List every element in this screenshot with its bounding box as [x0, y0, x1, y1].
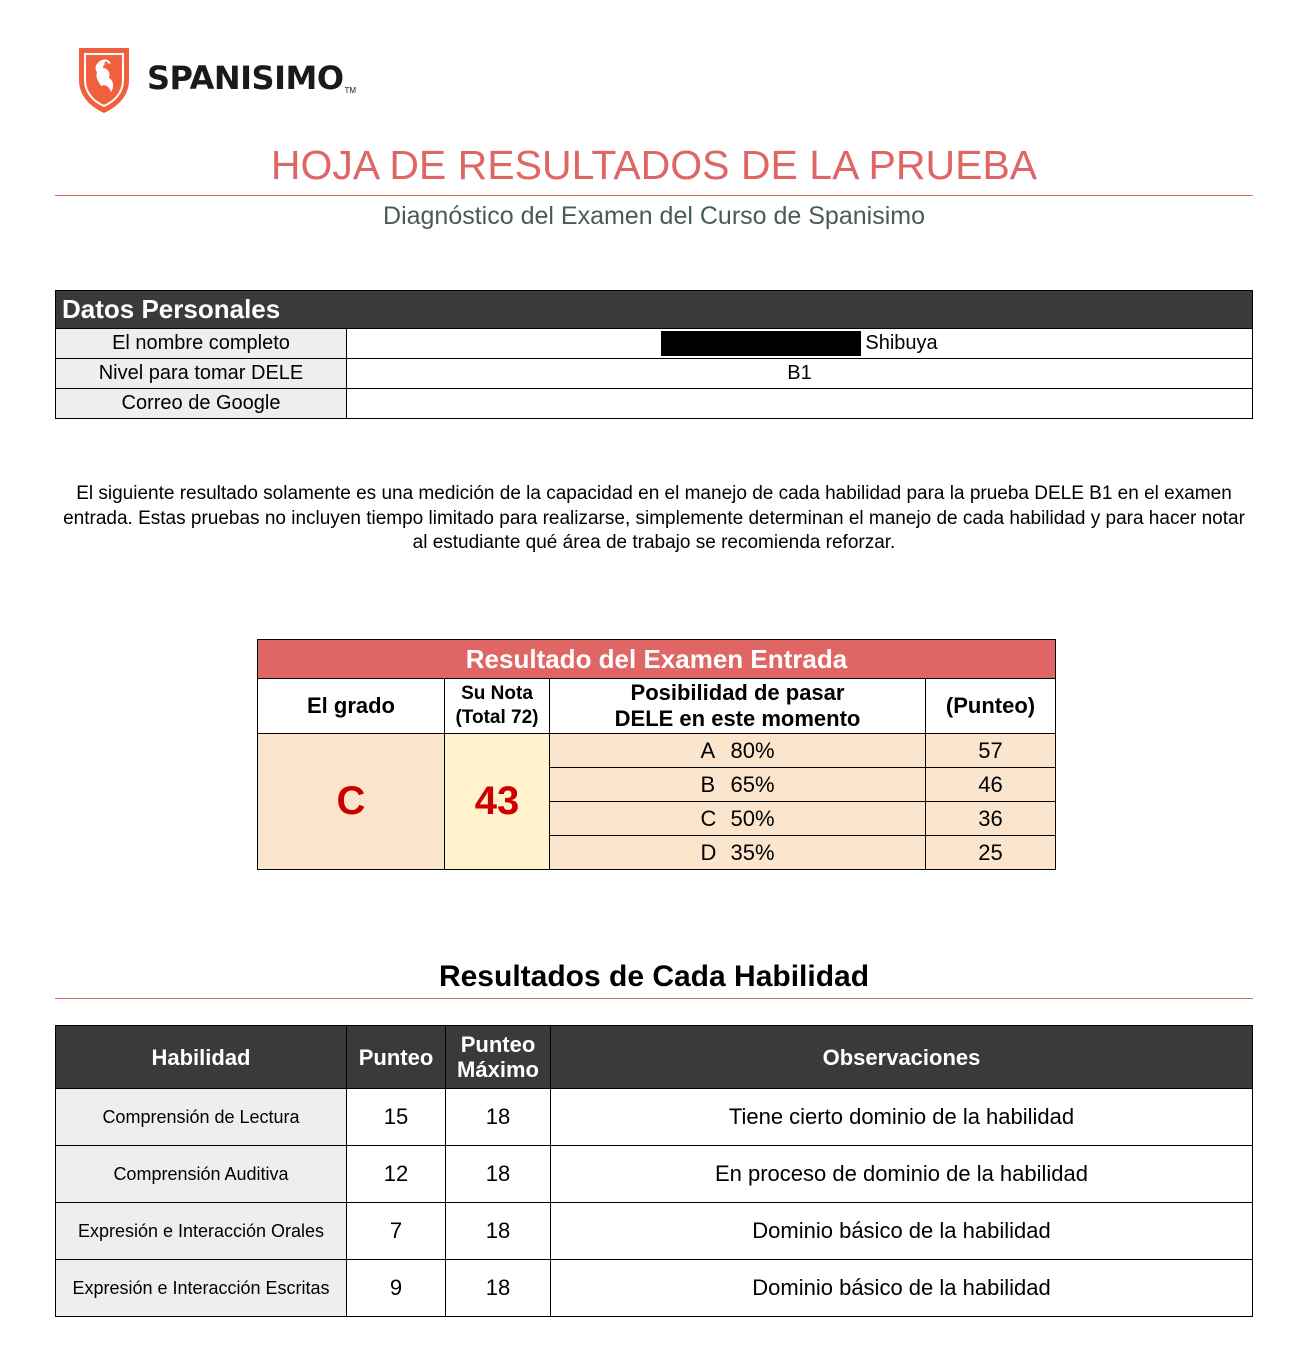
table-row — [56, 1089, 1253, 1146]
page-title: HOJA DE RESULTADOS DE LA PRUEBA — [270, 142, 1038, 188]
skill-observation: En proceso de dominio de la habilidad — [551, 1146, 1253, 1203]
google-email-value — [347, 389, 1253, 419]
entrance-result-table — [257, 639, 1056, 870]
score-header-line2: (Total 72) — [455, 707, 539, 728]
score-column-header: Punteo — [347, 1026, 446, 1089]
skill-score: 15 — [347, 1089, 446, 1146]
table-row — [56, 1260, 1253, 1317]
chance-option — [550, 836, 926, 870]
table-row — [258, 734, 1056, 768]
observations-column-header: Observaciones — [551, 1026, 1253, 1089]
skill-score: 9 — [347, 1260, 446, 1317]
skill-score: 7 — [347, 1203, 446, 1260]
option-points: 57 — [926, 734, 1056, 768]
score-value: 43 — [445, 734, 550, 870]
option-points: 46 — [926, 768, 1056, 802]
skill-max: 18 — [446, 1203, 551, 1260]
score-column-header — [445, 679, 550, 734]
skill-max: 18 — [446, 1089, 551, 1146]
chance-option — [550, 802, 926, 836]
grade-value: C — [258, 734, 445, 870]
option-percent: 35% — [730, 839, 775, 865]
chance-option — [550, 768, 926, 802]
table-row — [56, 389, 1253, 419]
redaction-bar — [661, 331, 861, 356]
skills-table — [55, 1025, 1253, 1317]
option-percent: 65% — [730, 771, 775, 797]
personal-data-header: Datos Personales — [56, 291, 1253, 329]
title-divider — [55, 195, 1253, 196]
score-header-line1: Su Nota — [461, 683, 533, 704]
chance-header-line1: Posibilidad de pasar — [630, 680, 845, 705]
brand-name: SPANISIMO — [147, 59, 344, 97]
rooster-shield-icon — [73, 42, 135, 114]
skill-name: Expresión e Interacción Orales — [56, 1203, 347, 1260]
option-points: 25 — [926, 836, 1056, 870]
personal-data-table — [55, 290, 1253, 419]
skill-observation: Dominio básico de la habilidad — [551, 1260, 1253, 1317]
dele-level-value: B1 — [347, 359, 1253, 389]
option-points: 36 — [926, 802, 1056, 836]
skill-name: Comprensión Auditiva — [56, 1146, 347, 1203]
explanation-paragraph: El siguiente resultado solamente es una medición de la capacidad en el manejo de cada habilidad para la prueba DELE B1 en el examen entrada. Estas pruebas no incluyen tiempo limitado para realizarse, simplemente determinan el manejo de cada habilidad y para hacer notar al estudiante qué área de trabajo se recomienda reforzar. — [63, 483, 1245, 553]
chance-header-line2: DELE en este momento — [614, 706, 861, 731]
surname-text: Shibuya — [865, 331, 938, 354]
skill-name: Expresión e Interacción Escritas — [56, 1260, 347, 1317]
skill-observation: Dominio básico de la habilidad — [551, 1203, 1253, 1260]
option-percent: 80% — [730, 737, 775, 763]
skill-observation: Tiene cierto dominio de la habilidad — [551, 1089, 1253, 1146]
table-row — [56, 329, 1253, 359]
option-letter: D — [700, 839, 717, 865]
skills-section-title: Resultados de Cada Habilidad — [438, 960, 870, 993]
skills-divider — [55, 998, 1253, 999]
option-letter: C — [700, 805, 717, 831]
trademark-mark: TM — [344, 85, 357, 95]
points-column-header: (Punteo) — [926, 679, 1056, 734]
skill-name: Comprensión de Lectura — [56, 1089, 347, 1146]
brand-logo — [73, 42, 356, 114]
skill-max: 18 — [446, 1146, 551, 1203]
chance-option — [550, 734, 926, 768]
max-score-column-header — [446, 1026, 551, 1089]
full-name-label: El nombre completo — [56, 329, 347, 359]
page-subtitle: Diagnóstico del Examen del Curso de Spanisimo — [383, 202, 925, 230]
google-email-label: Correo de Google — [56, 389, 347, 419]
skill-max: 18 — [446, 1260, 551, 1317]
option-percent: 50% — [730, 805, 775, 831]
option-letter: A — [700, 737, 716, 763]
skill-column-header: Habilidad — [56, 1026, 347, 1089]
table-row — [56, 1203, 1253, 1260]
dele-level-label: Nivel para tomar DELE — [56, 359, 347, 389]
table-row — [56, 359, 1253, 389]
grade-column-header: El grado — [258, 679, 445, 734]
chance-column-header — [550, 679, 926, 734]
max-header-line1: Punteo — [460, 1032, 536, 1057]
table-row — [56, 1146, 1253, 1203]
skill-score: 12 — [347, 1146, 446, 1203]
max-header-line2: Máximo — [457, 1057, 539, 1082]
option-letter: B — [700, 771, 716, 797]
result-header: Resultado del Examen Entrada — [258, 640, 1056, 679]
full-name-value — [347, 329, 1253, 359]
